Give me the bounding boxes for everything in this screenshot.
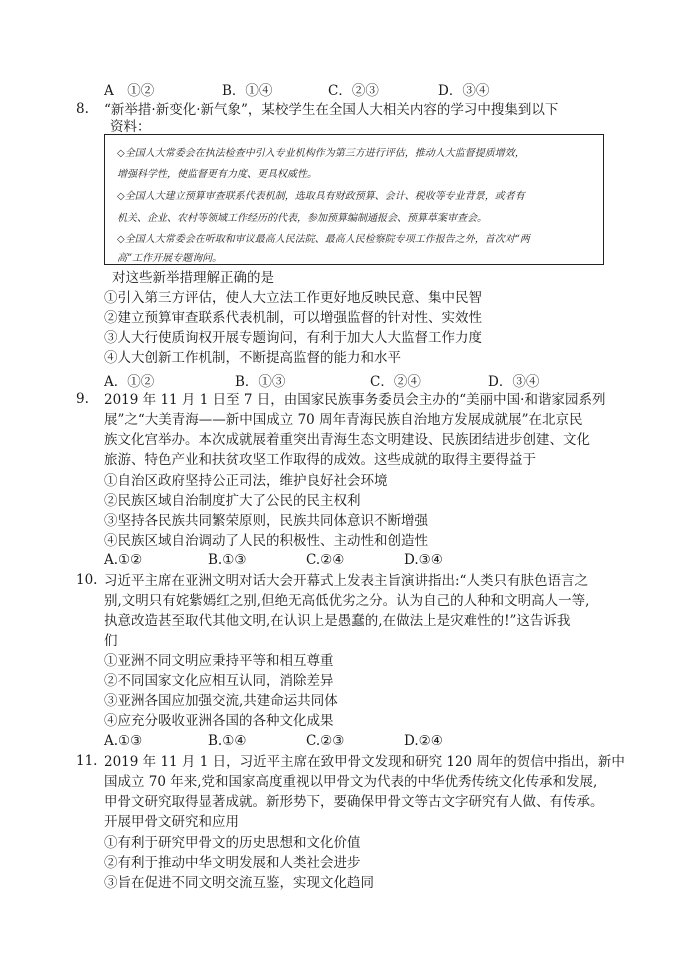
q10-stem-line: 们 xyxy=(104,633,118,649)
q8-stem-line: 资料： xyxy=(110,119,151,135)
q8-option-a: A．①② xyxy=(104,374,155,390)
q8-material-line: ◇全国人大常委会在听取和审议最高人民法院、最高人民检察院专项工作报告之外，首次对“两 xyxy=(117,234,530,245)
q7-option-d: D．③④ xyxy=(438,83,490,99)
q8-option-d: D．③④ xyxy=(488,374,540,390)
q8-option-b: B．①③ xyxy=(235,374,286,390)
q10-item: ①亚洲不同文明应秉持平等和相互尊重 xyxy=(104,653,334,669)
q8-item: ①引入第三方评估，使人大立法工作更好地反映民意、集中民智 xyxy=(104,290,482,306)
q8-number: 8. xyxy=(76,101,89,117)
q11-stem-line: 甲骨文研究取得显著成就。新形势下，要确保甲骨文等古文字研究有人做、有传承。 xyxy=(104,794,604,810)
q8-material-line: ◇全国人大常委会在执法检查中引入专业机构作为第三方进行评估，推动人大监督提质增效， xyxy=(117,148,525,159)
q11-item: ①有利于研究甲骨文的历史思想和文化价值 xyxy=(104,835,361,851)
q8-item: ③人大行使质询权开展专题询问，有利于加大人大监督工作力度 xyxy=(104,330,482,346)
q9-stem-line: 2019 年 11 月 1 日至 7 日，由国家民族事务委员会主办的“美丽中国·和谐家园系列 xyxy=(104,392,606,408)
q11-stem-line: 开展甲骨文研究和应用 xyxy=(104,814,239,830)
q10-item: ④应充分吸收亚洲各国的各种文化成果 xyxy=(104,713,334,729)
q10-option-a: A.①③ xyxy=(104,733,143,749)
q8-option-c: C．②④ xyxy=(370,374,421,390)
q9-option-c: C.②④ xyxy=(306,552,345,568)
q10-number: 10. xyxy=(76,572,98,588)
q8-material-line: 增强科学性，使监督更有力度、更具权威性。 xyxy=(117,169,317,180)
q8-stem-line: “新举措·新变化·新气象”，某校学生在全国人大相关内容的学习中搜集到以下 xyxy=(104,102,559,118)
q8-material-box xyxy=(104,134,604,265)
q8-question: 对这些新举措理解正确的是 xyxy=(112,270,274,286)
q8-material-line: ◇全国人大建立预算审查联系代表机制，选取具有财政预算、会计、税收等专业背景，或者有 xyxy=(117,191,525,202)
q7-option-b: B．①④ xyxy=(222,83,273,99)
q10-stem-line: 别,文明只有姹紫嫣红之别,但绝无高低优劣之分。认为自己的人种和文明高人一等, xyxy=(104,593,590,609)
q10-stem-line: 习近平主席在亚洲文明对话大会开幕式上发表主旨演讲指出:“人类只有肤色语言之 xyxy=(104,573,588,589)
q7-option-c: C．②③ xyxy=(328,83,379,99)
q7-option-a: A ①② xyxy=(104,83,155,99)
q9-item: ③坚持各民族共同繁荣原则，民族共同体意识不断增强 xyxy=(104,513,428,529)
q9-stem-line: 旅游、特色产业和扶贫攻坚工作取得的成效。这些成就的取得主要得益于 xyxy=(104,452,536,468)
q11-number: 11. xyxy=(76,753,98,769)
q10-item: ②不同国家文化应相互认同，消除差异 xyxy=(104,673,334,689)
q11-item: ③旨在促进不同文明交流互鉴，实现文化趋同 xyxy=(104,875,374,891)
q9-option-d: D.③④ xyxy=(404,552,443,568)
q8-material-line: 高”工作开展专题询问。 xyxy=(117,253,223,264)
q9-item: ④民族区域自治调动了人民的积极性、主动性和创造性 xyxy=(104,533,428,549)
q10-stem-line: 执意改造甚至取代其他文明,在认识上是愚蠢的,在做法上是灾难性的!”这告诉我 xyxy=(104,613,571,629)
q9-stem-line: 族文化宫举办。本次成就展着重突出青海生态文明建设、民族团结进步创建、文化 xyxy=(104,432,590,448)
q10-option-d: D.②④ xyxy=(404,733,443,749)
q9-option-a: A.①② xyxy=(104,552,143,568)
q9-item: ①自治区政府坚持公正司法，维护良好社会环境 xyxy=(104,473,388,489)
q9-option-b: B.①③ xyxy=(208,552,247,568)
q9-item: ②民族区域自治制度扩大了公民的民主权利 xyxy=(104,493,361,509)
q10-option-b: B.①④ xyxy=(208,733,247,749)
q10-option-c: C.②③ xyxy=(306,733,345,749)
q9-number: 9. xyxy=(76,391,89,407)
q9-stem-line: 展”之“大美青海——新中国成立 70 周年青海民族自治地方发展成就展”在北京民 xyxy=(104,412,583,428)
q11-stem-line: 2019 年 11 月 1 日，习近平主席在致甲骨文发现和研究 120 周年的贺信中指出，新中 xyxy=(104,754,625,770)
q8-item: ④人大创新工作机制，不断提高监督的能力和水平 xyxy=(104,350,401,366)
q8-item: ②建立预算审查联系代表机制，可以增强监督的针对性、实效性 xyxy=(104,310,482,326)
q11-stem-line: 国成立 70 年来,党和国家高度重视以甲骨文为代表的中华优秀传统文化传承和发展, xyxy=(104,774,598,790)
q11-item: ②有利于推动中华文明发展和人类社会进步 xyxy=(104,855,361,871)
q8-material-line: 机关、企业、农村等领域工作经历的代表，参加预算编制通报会、预算草案审查会。 xyxy=(117,213,487,224)
q10-item: ③亚洲各国应加强交流,共建命运共同体 xyxy=(104,693,338,709)
